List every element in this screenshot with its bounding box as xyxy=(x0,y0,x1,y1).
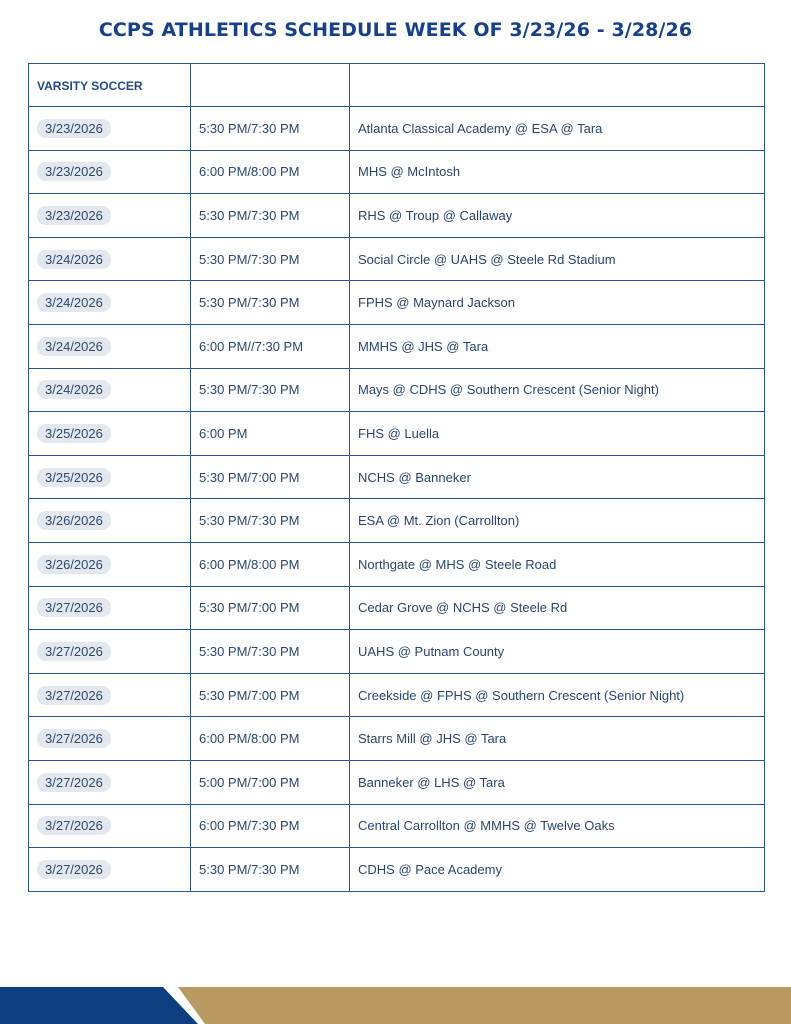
table-row xyxy=(29,150,765,194)
event-cell: FHS @ Luella xyxy=(350,412,765,456)
time-cell: 5:30 PM/7:30 PM xyxy=(191,848,350,892)
schedule-body xyxy=(29,64,765,892)
date-pill: 3/23/2026 xyxy=(37,162,111,181)
event-cell: Central Carrollton @ MMHS @ Twelve Oaks xyxy=(350,804,765,848)
date-pill: 3/26/2026 xyxy=(37,555,111,574)
date-cell xyxy=(29,150,191,194)
event-cell: MMHS @ JHS @ Tara xyxy=(350,324,765,368)
event-cell: NCHS @ Banneker xyxy=(350,455,765,499)
time-cell: 6:00 PM//7:30 PM xyxy=(191,324,350,368)
date-cell xyxy=(29,630,191,674)
date-cell xyxy=(29,804,191,848)
footer-gold-stripe xyxy=(178,987,791,1024)
event-cell: CDHS @ Pace Academy xyxy=(350,848,765,892)
table-row xyxy=(29,760,765,804)
date-pill: 3/27/2026 xyxy=(37,773,111,792)
table-row xyxy=(29,107,765,151)
time-cell: 5:30 PM/7:30 PM xyxy=(191,194,350,238)
date-cell xyxy=(29,412,191,456)
date-cell xyxy=(29,281,191,325)
table-row xyxy=(29,412,765,456)
date-pill: 3/27/2026 xyxy=(37,686,111,705)
event-cell: Creekside @ FPHS @ Southern Crescent (Senior Night) xyxy=(350,673,765,717)
footer-navy-stripe xyxy=(0,987,198,1024)
date-cell xyxy=(29,760,191,804)
date-pill: 3/23/2026 xyxy=(37,119,111,138)
time-cell: 6:00 PM/8:00 PM xyxy=(191,150,350,194)
table-row xyxy=(29,499,765,543)
date-pill: 3/25/2026 xyxy=(37,468,111,487)
time-cell: 5:30 PM/7:30 PM xyxy=(191,499,350,543)
date-cell xyxy=(29,717,191,761)
time-cell: 5:30 PM/7:30 PM xyxy=(191,630,350,674)
time-cell: 5:00 PM/7:00 PM xyxy=(191,760,350,804)
date-pill: 3/24/2026 xyxy=(37,380,111,399)
date-cell xyxy=(29,673,191,717)
table-row xyxy=(29,586,765,630)
date-pill: 3/24/2026 xyxy=(37,337,111,356)
date-pill: 3/26/2026 xyxy=(37,511,111,530)
date-cell xyxy=(29,107,191,151)
time-cell: 6:00 PM/7:30 PM xyxy=(191,804,350,848)
event-cell: Atlanta Classical Academy @ ESA @ Tara xyxy=(350,107,765,151)
time-cell: 5:30 PM/7:00 PM xyxy=(191,586,350,630)
table-row xyxy=(29,368,765,412)
table-row xyxy=(29,804,765,848)
empty-header-cell xyxy=(350,64,765,107)
schedule-table xyxy=(28,63,765,892)
date-pill: 3/23/2026 xyxy=(37,206,111,225)
event-cell: FPHS @ Maynard Jackson xyxy=(350,281,765,325)
date-pill: 3/24/2026 xyxy=(37,250,111,269)
table-row xyxy=(29,194,765,238)
event-cell: Cedar Grove @ NCHS @ Steele Rd xyxy=(350,586,765,630)
footer-band xyxy=(0,987,791,1024)
event-cell: MHS @ McIntosh xyxy=(350,150,765,194)
page-title: CCPS ATHLETICS SCHEDULE WEEK OF 3/23/26 - 3/28/26 xyxy=(98,19,693,41)
time-cell: 6:00 PM xyxy=(191,412,350,456)
date-pill: 3/27/2026 xyxy=(37,816,111,835)
date-cell xyxy=(29,848,191,892)
time-cell: 5:30 PM/7:30 PM xyxy=(191,107,350,151)
table-row xyxy=(29,848,765,892)
date-cell xyxy=(29,194,191,238)
date-cell xyxy=(29,324,191,368)
table-row xyxy=(29,542,765,586)
table-row xyxy=(29,281,765,325)
date-pill: 3/27/2026 xyxy=(37,860,111,879)
date-cell xyxy=(29,499,191,543)
event-cell: ESA @ Mt. Zion (Carrollton) xyxy=(350,499,765,543)
section-header-row xyxy=(29,64,765,107)
time-cell: 5:30 PM/7:30 PM xyxy=(191,281,350,325)
date-cell xyxy=(29,368,191,412)
empty-header-cell xyxy=(191,64,350,107)
date-pill: 3/27/2026 xyxy=(37,729,111,748)
date-cell xyxy=(29,542,191,586)
date-pill: 3/27/2026 xyxy=(37,642,111,661)
time-cell: 6:00 PM/8:00 PM xyxy=(191,542,350,586)
date-cell xyxy=(29,237,191,281)
event-cell: UAHS @ Putnam County xyxy=(350,630,765,674)
table-row xyxy=(29,324,765,368)
date-cell xyxy=(29,455,191,499)
event-cell: Starrs Mill @ JHS @ Tara xyxy=(350,717,765,761)
event-cell: Banneker @ LHS @ Tara xyxy=(350,760,765,804)
section-label: VARSITY SOCCER xyxy=(37,78,143,93)
time-cell: 5:30 PM/7:00 PM xyxy=(191,455,350,499)
table-row xyxy=(29,237,765,281)
event-cell: RHS @ Troup @ Callaway xyxy=(350,194,765,238)
time-cell: 6:00 PM/8:00 PM xyxy=(191,717,350,761)
section-label-cell xyxy=(29,64,191,107)
event-cell: Northgate @ MHS @ Steele Road xyxy=(350,542,765,586)
date-pill: 3/24/2026 xyxy=(37,293,111,312)
time-cell: 5:30 PM/7:00 PM xyxy=(191,673,350,717)
table-row xyxy=(29,673,765,717)
time-cell: 5:30 PM/7:30 PM xyxy=(191,237,350,281)
table-row xyxy=(29,455,765,499)
date-pill: 3/27/2026 xyxy=(37,598,111,617)
event-cell: Social Circle @ UAHS @ Steele Rd Stadium xyxy=(350,237,765,281)
table-row xyxy=(29,717,765,761)
date-cell xyxy=(29,586,191,630)
time-cell: 5:30 PM/7:30 PM xyxy=(191,368,350,412)
date-pill: 3/25/2026 xyxy=(37,424,111,443)
table-row xyxy=(29,630,765,674)
event-cell: Mays @ CDHS @ Southern Crescent (Senior Night) xyxy=(350,368,765,412)
